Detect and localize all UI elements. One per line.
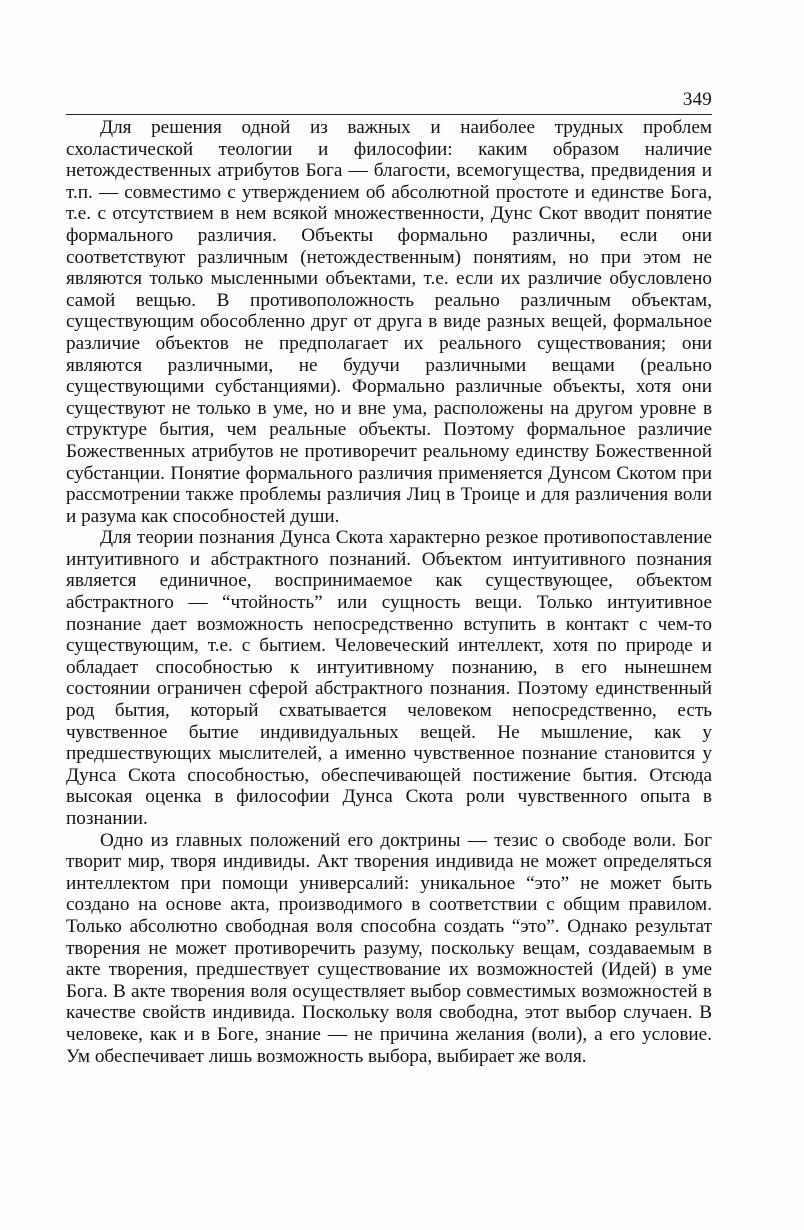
page-body <box>66 117 712 1067</box>
paragraph-theory-of-knowledge: Для теории познания Дунса Скота характерно резкое противопоставление интуитивного и абстрактного познаний. Объектом интуитивного познания является единичное, воспринимаемое как существующее, объектом абстрактного — “чтойность” или сущность вещи. Только интуитивное познание дает возможность непосредственно вступить в контакт с чем-то существующим, т.е. с бытием. Человеческий интеллект, хотя по природе и обладает способностью к интуитивному познанию, в его нынешнем состоянии ограничен сферой абстрактного познания. Поэтому единственный род бытия, который схватывается человеком непосредственно, есть чувственное бытие индивидуальных вещей. Не мышление, как у предшествующих мыслителей, а именно чувственное познание становится у Дунса Скота способностью, обеспечивающей постижение бытия. Отсюда высокая оценка в философии Дунса Скота роли чувственного опыта в познании. <box>66 527 712 829</box>
page-number: 349 <box>682 89 712 110</box>
header-rule <box>66 114 712 115</box>
paragraph-formal-distinction: Для решения одной из важных и наиболее трудных проблем схоластической теологии и философии: каким образом наличие нетождественных атрибутов Бога — благости, всемогущества, предвидения и т.п. — совместимо с утверждением об абсолютной простоте и единстве Бога, т.е. с отсутствием в нем всякой множественности, Дунс Скот вводит понятие формального различия. Объекты формально различны, если они соответствуют различным (нетождественным) понятиям, но при этом не являются только мысленными объектами, т.е. если их различие обусловлено самой вещью. В противоположность реально различным объектам, существующим обособленно друг от друга в виде разных вещей, формальное различие объектов не предполагает их реального существования; они являются различными, не будучи различными вещами (реально существующими субстанциями). Формально различные объекты, хотя они существуют не только в уме, но и вне ума, расположены на другом уровне в структуре бытия, чем реальные объекты. Поэтому формальное различие Божественных атрибутов не противоречит реальному единству Божественной субстанции. Понятие формального различия применяется Дунсом Скотом при рассмотрении также проблемы различия Лиц в Троице и для различения воли и разума как способностей души. <box>66 117 712 527</box>
paragraph-free-will: Одно из главных положений его доктрины — тезис о свободе воли. Бог творит мир, творя индивиды. Акт творения индивида не может определяться интеллектом при помощи универсалий: уникальное “это” не может быть создано на основе акта, производимого в соответствии с общим правилом. Только абсолютно свободная воля способна создать “это”. Однако результат творения не может противоречить разуму, поскольку вещам, создаваемым в акте творения, предшествует существование их возможностей (Идей) в уме Бога. В акте творения воля осуществляет выбор совместимых возможностей в качестве свойств индивида. Поскольку воля свободна, этот выбор случаен. В человеке, как и в Боге, знание — не причина желания (воли), а его условие. Ум обеспечивает лишь возможность выбора, выбирает же воля. <box>66 829 712 1067</box>
